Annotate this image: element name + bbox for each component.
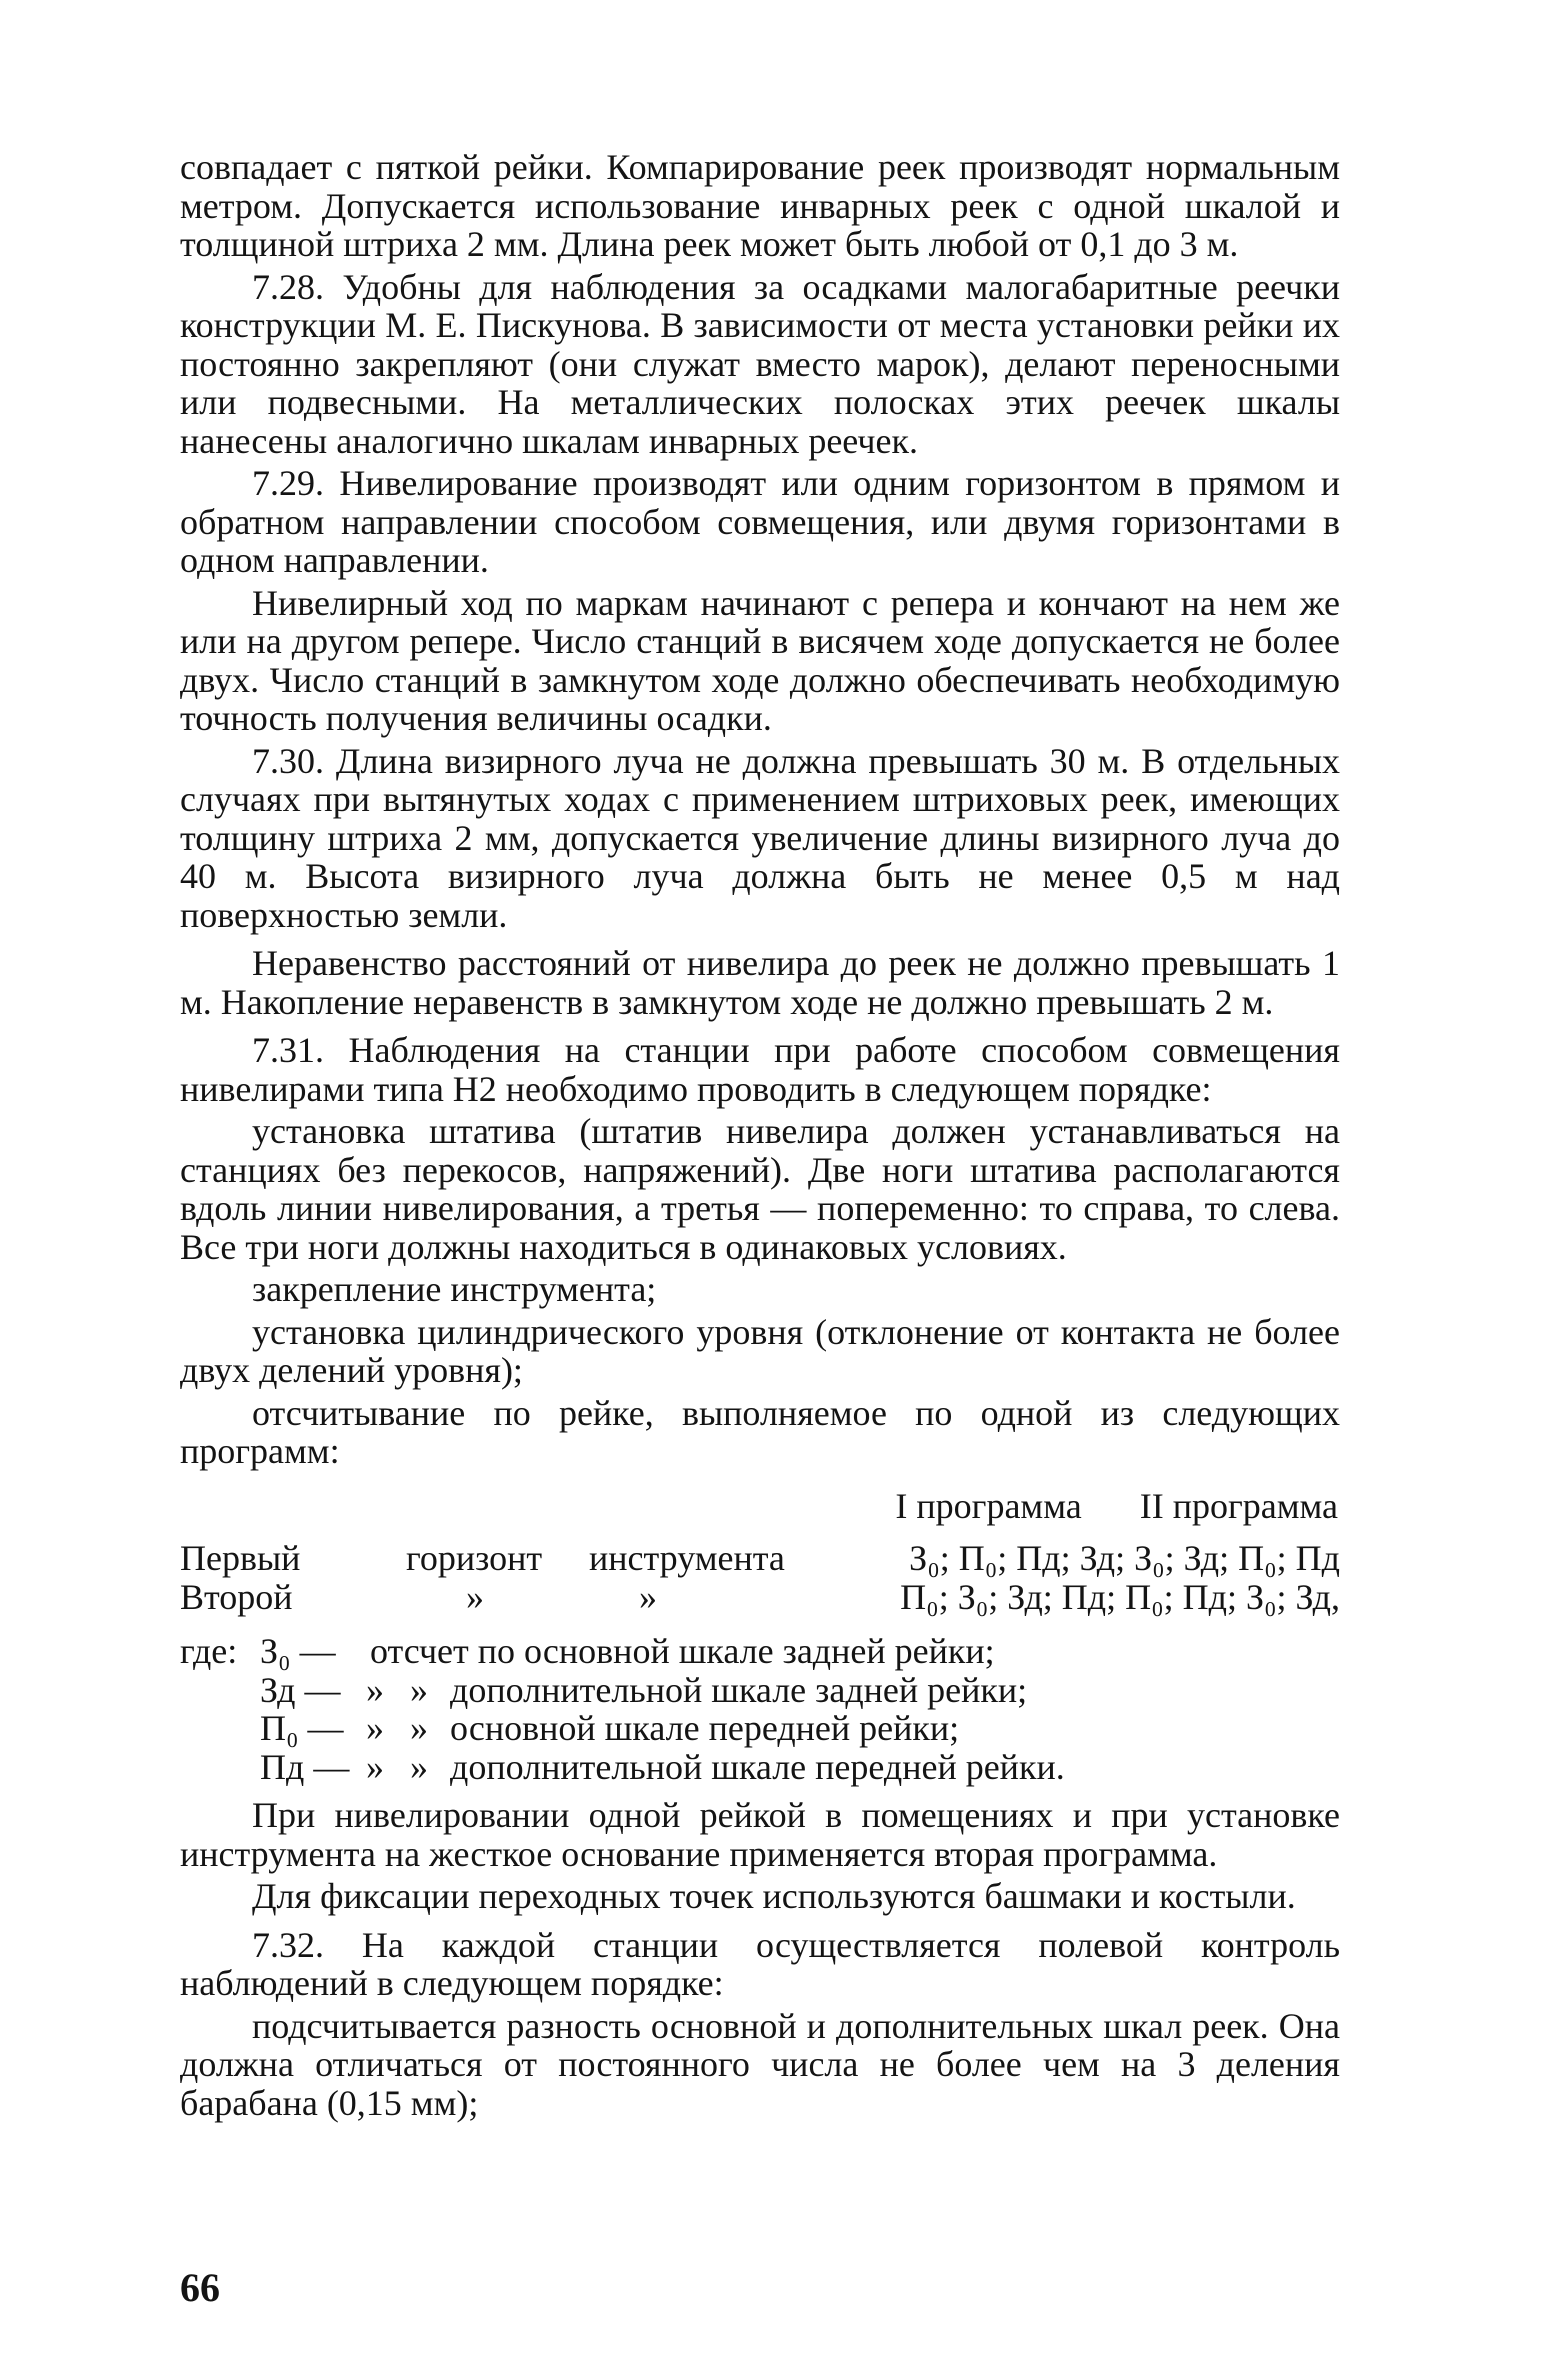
legend <box>180 1632 1340 1786</box>
row-values: П₀; З₀; Зд; Пд; П₀; Пд; З₀; Зд, <box>900 1576 1340 1617</box>
legend-text: основной шкале передней рейки; <box>450 1708 960 1748</box>
paragraph-scale-difference: подсчитывается разность основной и дополнительных шкал реек. Она должна отличаться от постоянного числа не более чем на 3 деления барабана (0,15 мм); <box>180 2005 1340 2123</box>
legend-text: отсчет по основной шкале задней рейки; <box>370 1631 995 1671</box>
legend-ditto: » <box>366 1669 384 1710</box>
legend-symbol: Зд — <box>260 1669 341 1710</box>
legend-symbol: П₀ — <box>260 1708 344 1748</box>
paragraph-level: установка цилиндрического уровня (отклонение от контакта не более двух делений уровня); <box>180 1311 1340 1390</box>
paragraph-turning-points: Для фиксации переходных точек используются башмаки и костыли. <box>252 1876 1296 1916</box>
program-2-heading: II программа <box>1139 1485 1338 1526</box>
program-1-heading: I программа <box>895 1485 1082 1526</box>
row-horizon: горизонт <box>406 1538 543 1578</box>
page-number: 66 <box>180 2265 220 2310</box>
row-instrument: инструмента <box>589 1538 785 1578</box>
legend-symbol: Пд — <box>260 1746 350 1787</box>
row-values: З₀; П₀; Пд; Зд; З₀; Зд; П₀; Пд <box>909 1538 1340 1578</box>
program-row-first <box>180 1539 1340 1578</box>
paragraph-second-program: При нивелировании одной рейкой в помещениях и при установке инструмента на жесткое основание применяется вторая программа. <box>180 1795 1340 1874</box>
paragraph-distance-inequality: Неравенство расстояний от нивелира до реек не должно превышать 1 м. Накопление неравенств в замкнутом ходе не должно превышать 2 м. <box>180 943 1340 1022</box>
legend-ditto: » <box>366 1746 384 1787</box>
legend-ditto: » <box>410 1669 428 1710</box>
legend-row <box>180 1748 1340 1787</box>
legend-symbol: З₀ — <box>260 1631 336 1671</box>
row-label: Второй <box>180 1576 293 1617</box>
paragraph-7-28: 7.28. Удобны для наблюдения за осадками малогабаритные реечки конструкции М. Е. Пискунова. В зависимости от места установки рейки их постоянно закрепляют (они служат вместо марок), делают переносными или подвесными. На металлических полосках этих реечек шкалы нанесены аналогично шкалам инварных реечек. <box>180 266 1340 461</box>
program-row-second <box>180 1578 1340 1617</box>
legend-row <box>180 1671 1340 1710</box>
program-table-header <box>180 1487 1340 1526</box>
paragraph-leveling-route: Нивелирный ход по маркам начинают с репера и кончают на нем же или на другом репере. Число станций в висячем ходе допускается не более двух. Число станций в замкнутом ходе должно обеспечивать необходимую точность получения величины осадки. <box>180 582 1340 738</box>
legend-text: дополнительной шкале задней рейки; <box>450 1669 1028 1710</box>
paragraph-fixing: закрепление инструмента; <box>252 1269 657 1309</box>
legend-ditto: » <box>366 1708 384 1748</box>
legend-text: дополнительной шкале передней рейки. <box>450 1746 1065 1787</box>
legend-intro: где: <box>180 1631 238 1671</box>
legend-row <box>180 1709 1340 1748</box>
paragraph-7-30: 7.30. Длина визирного луча не должна превышать 30 м. В отдельных случаях при вытянутых ходах с применением штриховых реек, имеющих толщину штриха 2 мм, допускается увеличение длины визирного луча до 40 м. Высота визирного луча должна быть не менее 0,5 м над поверхностью земли. <box>180 740 1340 935</box>
paragraph-reading: отсчитывание по рейке, выполняемое по одной из следующих программ: <box>180 1392 1340 1471</box>
page-body <box>180 148 1340 2126</box>
paragraph-continuation: совпадает с пяткой рейки. Компарирование реек производят нормальным метром. Допускается использование инварных реек с одной шкалой и толщиной штриха 2 мм. Длина реек может быть любой от 0,1 до 3 м. <box>180 147 1340 264</box>
legend-row <box>180 1632 1340 1671</box>
paragraph-7-29: 7.29. Нивелирование производят или одним горизонтом в прямом и обратном направлении способом совмещения, или двумя горизонтами в одном направлении. <box>180 463 1340 580</box>
legend-ditto: » <box>410 1708 428 1748</box>
paragraph-tripod: установка штатива (штатив нивелира должен устанавливаться на станциях без перекосов, напряжений). Две ноги штатива располагаются вдоль линии нивелирования, а третья — попеременно: то справа, то слева. Все три ноги должны находиться в одинаковых условиях. <box>180 1111 1340 1267</box>
paragraph-7-32: 7.32. На каждой станции осуществляется полевой контроль наблюдений в следующем порядке: <box>180 1924 1340 2003</box>
row-label: Первый <box>180 1538 301 1578</box>
row-instrument-ditto: » <box>639 1576 657 1617</box>
legend-ditto: » <box>410 1746 428 1787</box>
row-horizon-ditto: » <box>466 1576 484 1617</box>
paragraph-7-31: 7.31. Наблюдения на станции при работе способом совмещения нивелирами типа Н2 необходимо проводить в следующем порядке: <box>180 1030 1340 1109</box>
